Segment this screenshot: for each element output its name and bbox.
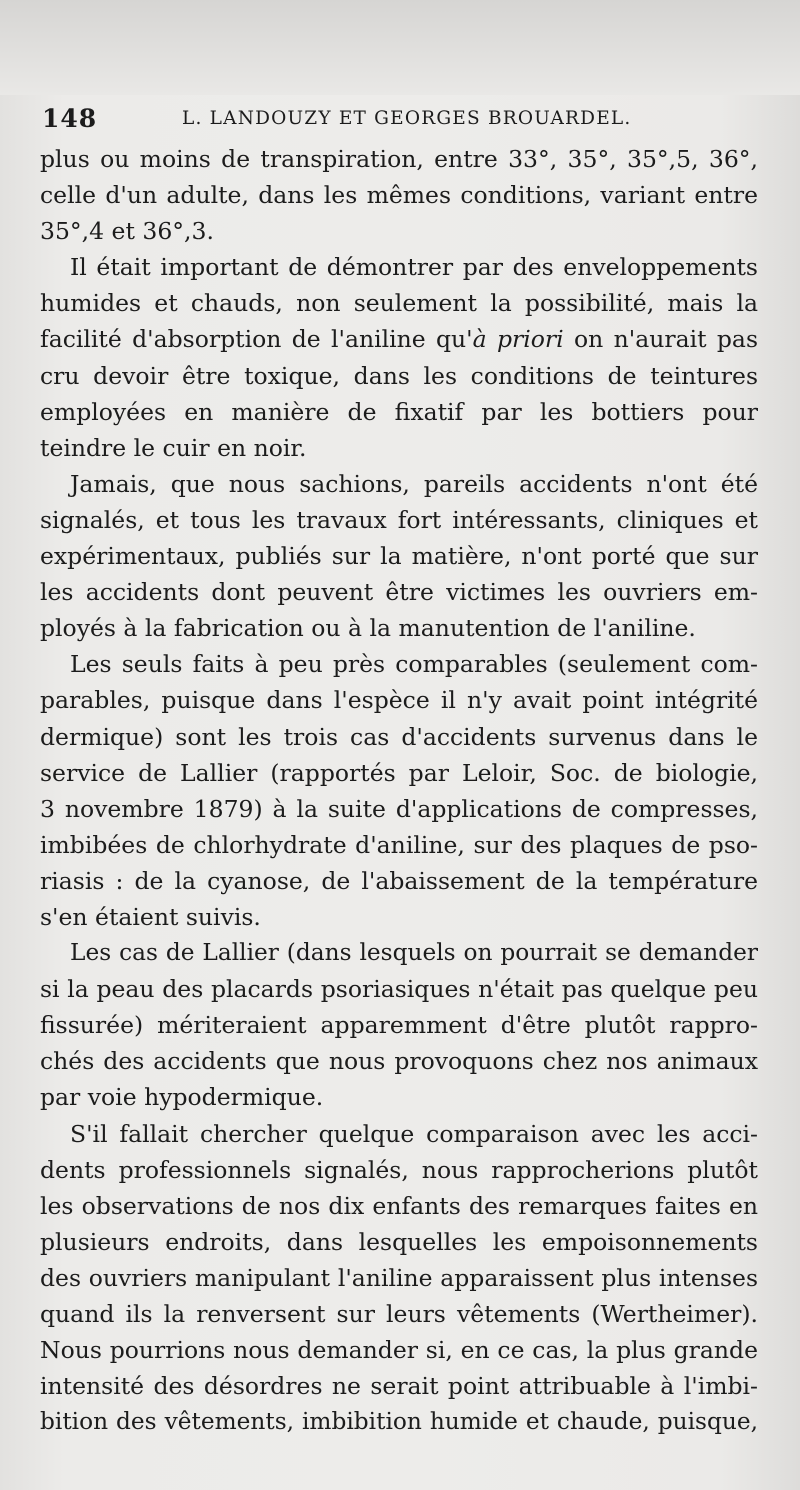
text-line: ployés à la fabrication ou à la manutention de l'aniline. (40, 614, 696, 643)
body-text (40, 141, 758, 1440)
text-line: par voie hypodermique. (40, 1083, 324, 1112)
text-line: les observations de nos dix enfants des remarques faites en (40, 1191, 758, 1220)
text-line: expérimentaux, publiés sur la matière, n'ont porté que sur (40, 542, 758, 571)
text-line: s'en étaient suivis. (40, 902, 261, 931)
text-line: Il était important de démontrer par des enveloppements (70, 253, 758, 282)
text-line: chés des accidents que nous provoquons chez nos animaux (40, 1047, 758, 1076)
text-line: 35°,4 et 36°,3. (40, 217, 214, 246)
page-header (42, 100, 782, 136)
text-segment: on n'aurait pas (563, 325, 758, 354)
text-line: riasis : de la cyanose, de l'abaissement de la température (40, 866, 758, 895)
text-line: quand ils la renversent sur leurs vêtements (Wertheimer). (40, 1300, 758, 1328)
text-line: les accidents dont peuvent être victimes les ouvriers em- (40, 578, 758, 607)
text-line: service de Lallier (rapportés par Leloir, Soc. de biologie, (40, 758, 758, 787)
text-line: Jamais, que nous sachions, pareils accidents n'ont été (70, 469, 758, 498)
text-line: plusieurs endroits, dans lesquelles les empoisonnements (40, 1227, 758, 1256)
text-line: dermique) sont les trois cas d'accidents survenus dans le (40, 722, 758, 751)
text-line: des ouvriers manipulant l'aniline apparaissent plus intenses (40, 1263, 758, 1292)
text-line: bition des vêtements, imbibition humide et chaude, puisque, (40, 1408, 758, 1436)
text-line: humides et chauds, non seulement la possibilité, mais la (40, 289, 758, 318)
text-line (40, 321, 758, 357)
text-line: si la peau des placards psoriasiques n'était pas quelque peu (40, 975, 758, 1004)
text-line: 3 novembre 1879) à la suite d'applications de compresses, (40, 794, 758, 823)
text-line: cru devoir être toxique, dans les conditions de teintures (40, 361, 758, 390)
running-title: L. LANDOUZY ET GEORGES BROUARDEL. (182, 107, 632, 129)
text-line: dents professionnels signalés, nous rapprocherions plutôt (40, 1155, 758, 1184)
text-line: Nous pourrions nous demander si, en ce cas, la plus grande (40, 1336, 758, 1365)
text-line: signalés, et tous les travaux fort intéressants, cliniques et (40, 505, 758, 534)
text-segment: facilité d'absorption de l'aniline qu' (40, 325, 473, 354)
text-line: parables, puisque dans l'espèce il n'y avait point intégrité (40, 686, 758, 715)
text-line: S'il fallait chercher quelque comparaison avec les acci- (70, 1119, 758, 1148)
text-line: Les cas de Lallier (dans lesquels on pourrait se demander (70, 939, 758, 967)
text-line: Les seuls faits à peu près comparables (seulement com- (70, 650, 758, 679)
text-line: celle d'un adulte, dans les mêmes conditions, variant entre (40, 181, 758, 210)
text-line: fissurée) mériteraient apparemment d'être plutôt rappro- (40, 1011, 758, 1040)
text-line: imbibées de chlorhydrate d'aniline, sur des plaques de pso- (40, 830, 758, 859)
text-line: plus ou moins de transpiration, entre 33°, 35°, 35°,5, 36°, (40, 145, 758, 173)
page-number: 148 (42, 103, 98, 133)
text-line: employées en manière de fixatif par les bottiers pour (40, 397, 758, 426)
text-line: teindre le cuir en noir. (40, 433, 307, 462)
italic-phrase: à priori (472, 325, 564, 354)
text-line: intensité des désordres ne serait point attribuable à l'imbi- (40, 1372, 758, 1401)
